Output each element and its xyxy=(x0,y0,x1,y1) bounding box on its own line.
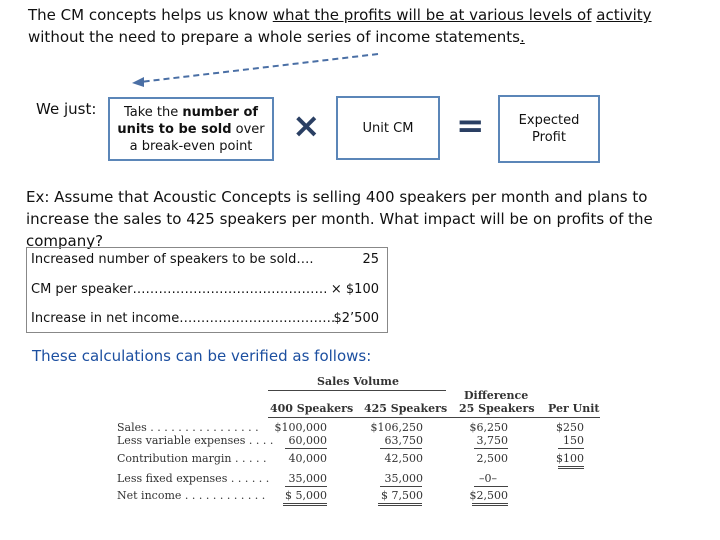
table-header-25: 25 Speakers xyxy=(459,402,535,415)
table-cell: 3,750 xyxy=(476,434,508,447)
formula-box-expected-profit: Expected Profit xyxy=(498,95,600,163)
table-cell: 150 xyxy=(563,434,584,447)
verify-text: These calculations can be verified as follows: xyxy=(32,347,372,365)
table-cell: –0– xyxy=(479,472,497,485)
table-header-difference: Difference xyxy=(464,389,529,402)
table-row-label: Less fixed expenses . . . . . . xyxy=(117,472,270,485)
equals-icon: = xyxy=(456,106,485,146)
intro-part-1: The CM concepts helps us know xyxy=(28,6,273,24)
table-header-per-unit: Per Unit xyxy=(548,402,600,415)
table-cell: $106,250 xyxy=(370,421,423,434)
calc-label-increase-net-income: Increase in net income……………………………… xyxy=(31,311,336,326)
multiply-icon: × xyxy=(292,106,321,146)
table-cell: 42,500 xyxy=(384,452,423,465)
intro-period: . xyxy=(520,28,525,46)
intro-part-3: without the need to prepare a whole series of income statements xyxy=(28,28,520,46)
formula-box-unit-cm: Unit CM xyxy=(336,96,440,160)
intro-underline-1: what the profits will be at various levels of xyxy=(272,6,592,24)
table-cell: $100,000 xyxy=(274,421,327,434)
table-cell: 2,500 xyxy=(476,452,508,465)
table-row-label: Contribution margin . . . . . xyxy=(117,452,267,465)
table-cell: $ 7,500 xyxy=(381,489,423,502)
calc-value-increased-units: 25 xyxy=(362,252,379,267)
table-cell: $100 xyxy=(556,452,584,465)
table-cell: 35,000 xyxy=(384,472,423,485)
we-just-label: We just: xyxy=(36,100,97,118)
table-header-400: 400 Speakers xyxy=(270,402,354,415)
table-cell: $6,250 xyxy=(469,421,508,434)
table-group-header: Sales Volume xyxy=(317,375,399,388)
table-cell: 40,000 xyxy=(288,452,327,465)
calc-label-cm-per-speaker: CM per speaker……………………………………… xyxy=(31,282,328,297)
table-cell: $ 5,000 xyxy=(285,489,327,502)
table-cell: 35,000 xyxy=(288,472,327,485)
calc-value-increase-net-income: $2’500 xyxy=(333,311,379,326)
table-row-label: Less variable expenses . . . . xyxy=(117,434,274,447)
formula-box-units-text: Take the number of units to be sold over a break-even point xyxy=(117,104,265,154)
table-cell: 63,750 xyxy=(384,434,423,447)
calc-label-increased-units: Increased number of speakers to be sold…. xyxy=(31,252,314,267)
table-row-label: Net income . . . . . . . . . . . . xyxy=(117,489,266,502)
table-header-425: 425 Speakers xyxy=(364,402,448,415)
table-cell: 60,000 xyxy=(288,434,327,447)
table-cell: $2,500 xyxy=(469,489,508,502)
table-cell: $250 xyxy=(556,421,584,434)
intro-underline-2: activity xyxy=(596,6,652,24)
example-text: Ex: Assume that Acoustic Concepts is selling 400 speakers per month and plans to increase the sales to 425 speakers per month. What impact will be on profits of the company? xyxy=(26,188,653,250)
table-row-label: Sales . . . . . . . . . . . . . . . . xyxy=(117,421,259,434)
calc-value-cm-per-speaker: × $100 xyxy=(330,282,379,297)
